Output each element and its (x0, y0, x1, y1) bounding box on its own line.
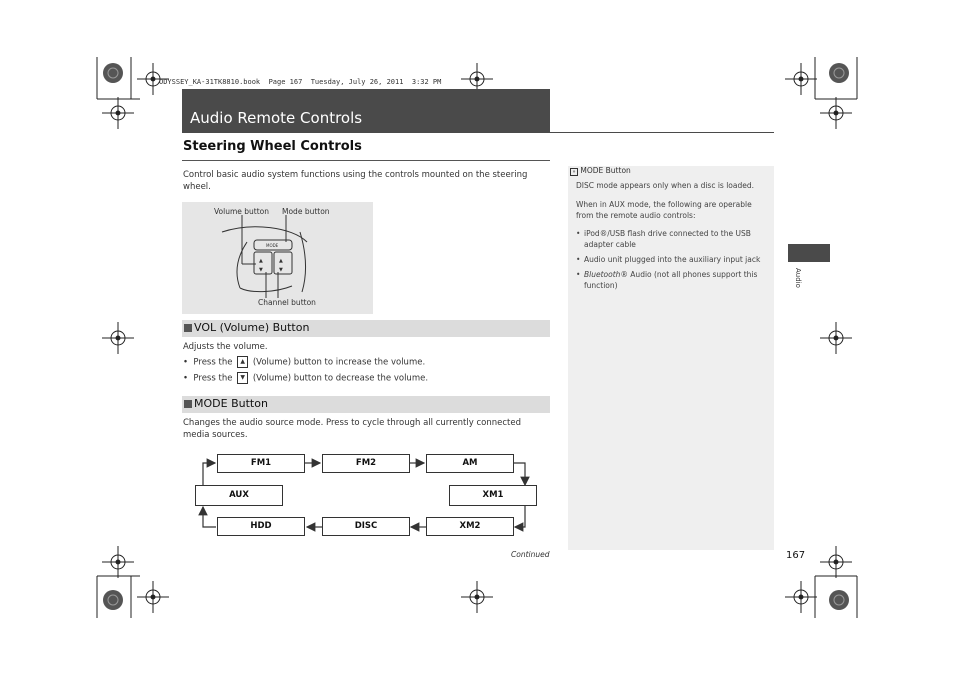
print-header: ODYSSEY_KA-31TK8810.book Page 167 Tuesday, July 26, 2011 3:32 PM (159, 78, 442, 86)
flow-hdd: HDD (217, 517, 305, 536)
svg-text:▼: ▼ (259, 267, 263, 273)
color-rosette (829, 590, 849, 610)
flow-fm2: FM2 (322, 454, 410, 473)
sidebar-p2: When in AUX mode, the following are operable from the remote audio controls: (576, 200, 752, 220)
flow-aux: AUX (195, 485, 283, 506)
mode-button-subhead (182, 396, 550, 413)
flow-fm1: FM1 (217, 454, 305, 473)
mode-printed-label: MODE (266, 243, 279, 248)
intro-paragraph: Control basic audio system functions using the controls mounted on the steering wheel. (183, 170, 528, 192)
continued-label: Continued (511, 550, 550, 559)
steering-controls-figure (182, 202, 373, 314)
sidebar-item: • Bluetooth® Audio (not all phones support this function) (576, 270, 758, 290)
chapter-title: Audio Remote Controls (190, 109, 363, 127)
flow-am: AM (426, 454, 514, 473)
svg-text:▲: ▲ (279, 258, 283, 264)
vol-text: Adjusts the volume. (183, 342, 268, 352)
volume-down-icon: ▼ (237, 372, 248, 384)
mode-heading: MODE Button (194, 397, 268, 410)
color-rosette (103, 63, 123, 83)
sidebar-head: » MODE Button (570, 166, 631, 176)
flow-xm2: XM2 (426, 517, 514, 536)
steering-wheel-illustration (182, 202, 373, 314)
vol-button-subhead (182, 320, 550, 337)
sidebar-item: • iPod®/USB flash drive connected to the USB adapter cable (576, 229, 751, 249)
channel-button-label: Channel button (258, 298, 316, 307)
flow-xm1: XM1 (449, 485, 537, 506)
section-rule (182, 160, 550, 161)
vol-heading: VOL (Volume) Button (194, 321, 310, 334)
color-rosette (829, 63, 849, 83)
sidebar-p1: DISC mode appears only when a disc is loaded. (576, 181, 755, 190)
chapter-tab-label: Audio (794, 268, 802, 288)
vol-bullet-down: • Press the ▼ (Volume) button to decrease the volume. (183, 373, 429, 384)
mode-button-label: Mode button (282, 207, 330, 216)
section-title: Steering Wheel Controls (183, 139, 362, 154)
square-bullet-icon (184, 400, 192, 408)
chapter-title-bar (182, 89, 550, 133)
sidebar-item: • Audio unit plugged into the auxiliary input jack (576, 255, 761, 264)
svg-text:▲: ▲ (259, 258, 263, 264)
square-bullet-icon (184, 324, 192, 332)
title-rule (550, 132, 774, 133)
vol-bullet-up: • Press the ▲ (Volume) button to increase the volume. (183, 357, 426, 368)
chapter-tab (788, 244, 830, 262)
color-rosette (103, 590, 123, 610)
volume-up-icon: ▲ (237, 356, 248, 368)
sidebar-note (568, 166, 774, 550)
mode-text: Changes the audio source mode. Press to cycle through all currently connected media sources. (183, 418, 521, 440)
svg-text:▼: ▼ (279, 267, 283, 273)
volume-button-label: Volume button (214, 207, 270, 216)
page-number: 167 (786, 550, 806, 561)
cross-ref-icon: » (570, 168, 578, 176)
flow-disc: DISC (322, 517, 410, 536)
